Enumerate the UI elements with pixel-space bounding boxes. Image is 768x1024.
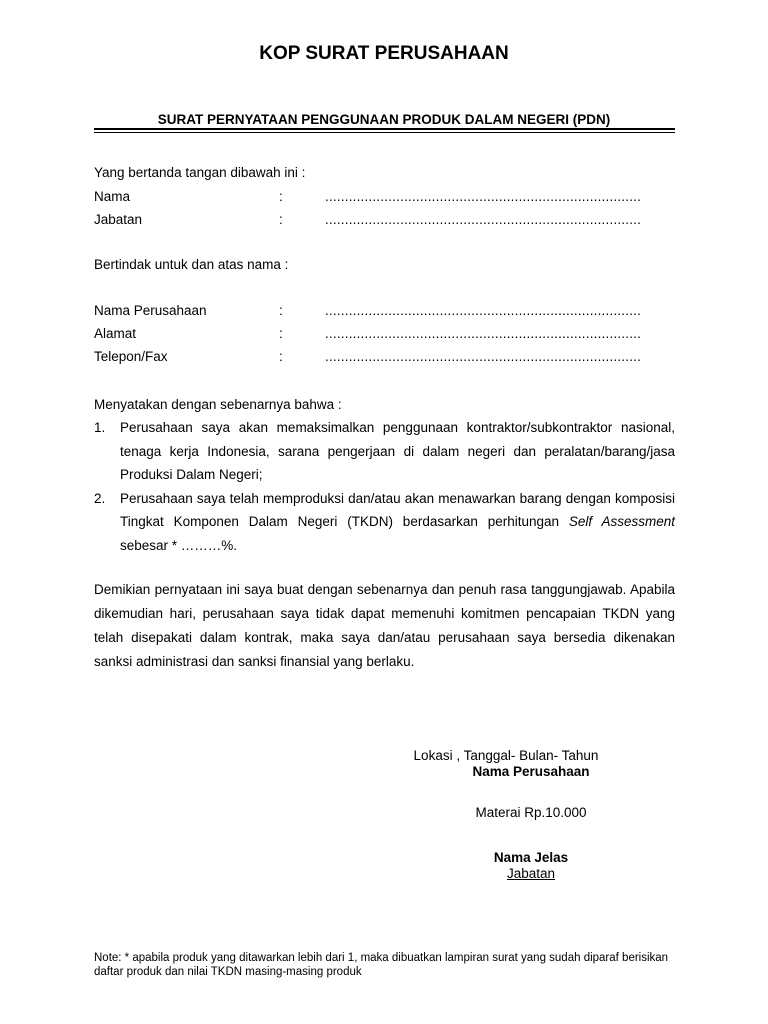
field-label-jabatan: Jabatan xyxy=(94,212,143,227)
item-text: Perusahaan saya akan memaksimalkan penggunaan kontraktor/subkontraktor nasional, tenaga kerja Indonesia, sarana pengerjaan di dalam negeri dan peralatan/barang/jasa Produksi Dalam Negeri; xyxy=(120,420,675,482)
item-number: 2. xyxy=(94,490,106,506)
statement-item xyxy=(94,416,675,487)
field-label-telepon-fax: Telepon/Fax xyxy=(94,349,168,364)
letterhead-title: KOP SURAT PERUSAHAAN xyxy=(259,43,509,64)
signature-stamp: Materai Rp.10.000 xyxy=(475,805,587,820)
closing-paragraph: Demikian pernyataan ini saya buat dengan sebenarnya dan penuh rasa tanggungjawab. Apabila dikemudian hari, perusahaan saya tidak dapat memenuhi komitmen pencapaian TKDN yang telah disepakati dalam kontrak, maka saya dan/atau perusahaan saya bersedia dikenakan sanksi administrasi dan sanksi finansial yang berlaku. xyxy=(94,582,675,669)
field-colon: : xyxy=(279,303,283,318)
field-label-nama: Nama xyxy=(94,189,131,204)
document-title: SURAT PERNYATAAN PENGGUNAAN PRODUK DALAM NEGERI (PDN) xyxy=(157,112,611,127)
title-rule-thin xyxy=(94,132,675,133)
statement-list xyxy=(94,416,675,557)
field-label-nama-perusahaan: Nama Perusahaan xyxy=(94,303,207,318)
field-colon: : xyxy=(279,326,283,341)
field-colon: : xyxy=(279,212,283,227)
item-text-after: sebesar * ………%. xyxy=(120,537,238,553)
signature-name: Nama Jelas xyxy=(493,850,569,865)
statement-intro: Menyatakan dengan sebenarnya bahwa : xyxy=(94,397,342,412)
signer-intro: Yang bertanda tangan dibawah ini : xyxy=(94,165,306,180)
signature-company: Nama Perusahaan xyxy=(472,764,590,779)
field-colon: : xyxy=(279,189,283,204)
signature-place-date: Lokasi , Tanggal- Bulan- Tahun xyxy=(413,748,599,763)
signature-position: Jabatan xyxy=(506,866,556,881)
footnote: Note: * apabila produk yang ditawarkan lebih dari 1, maka dibuatkan lampiran surat yang sudah diparaf berisikan daftar produk dan nilai TKDN masing-masing produk xyxy=(94,952,669,978)
field-label-alamat: Alamat xyxy=(94,326,137,341)
company-intro: Bertindak untuk dan atas nama : xyxy=(94,257,289,272)
item-number: 1. xyxy=(94,420,106,435)
item-text-before: Perusahaan saya telah memproduksi dan/atau akan menawarkan barang dengan komposisi Tingkat Komponen Dalam Negeri (TKDN) berdasarkan perhitungan xyxy=(120,490,675,529)
title-rule-thick xyxy=(94,128,675,130)
signature-position-wrap xyxy=(400,866,662,882)
field-value-alamat: ................................................................................ xyxy=(325,326,642,341)
field-colon: : xyxy=(279,349,283,364)
field-value-telepon-fax: ................................................................................ xyxy=(325,349,642,364)
item-text-italic: Self Assessment xyxy=(568,514,675,529)
field-value-jabatan: ................................................................................ xyxy=(325,212,642,227)
field-value-nama: ................................................................................ xyxy=(325,189,642,204)
statement-item xyxy=(94,487,675,558)
field-value-nama-perusahaan: ................................................................................ xyxy=(325,303,642,318)
